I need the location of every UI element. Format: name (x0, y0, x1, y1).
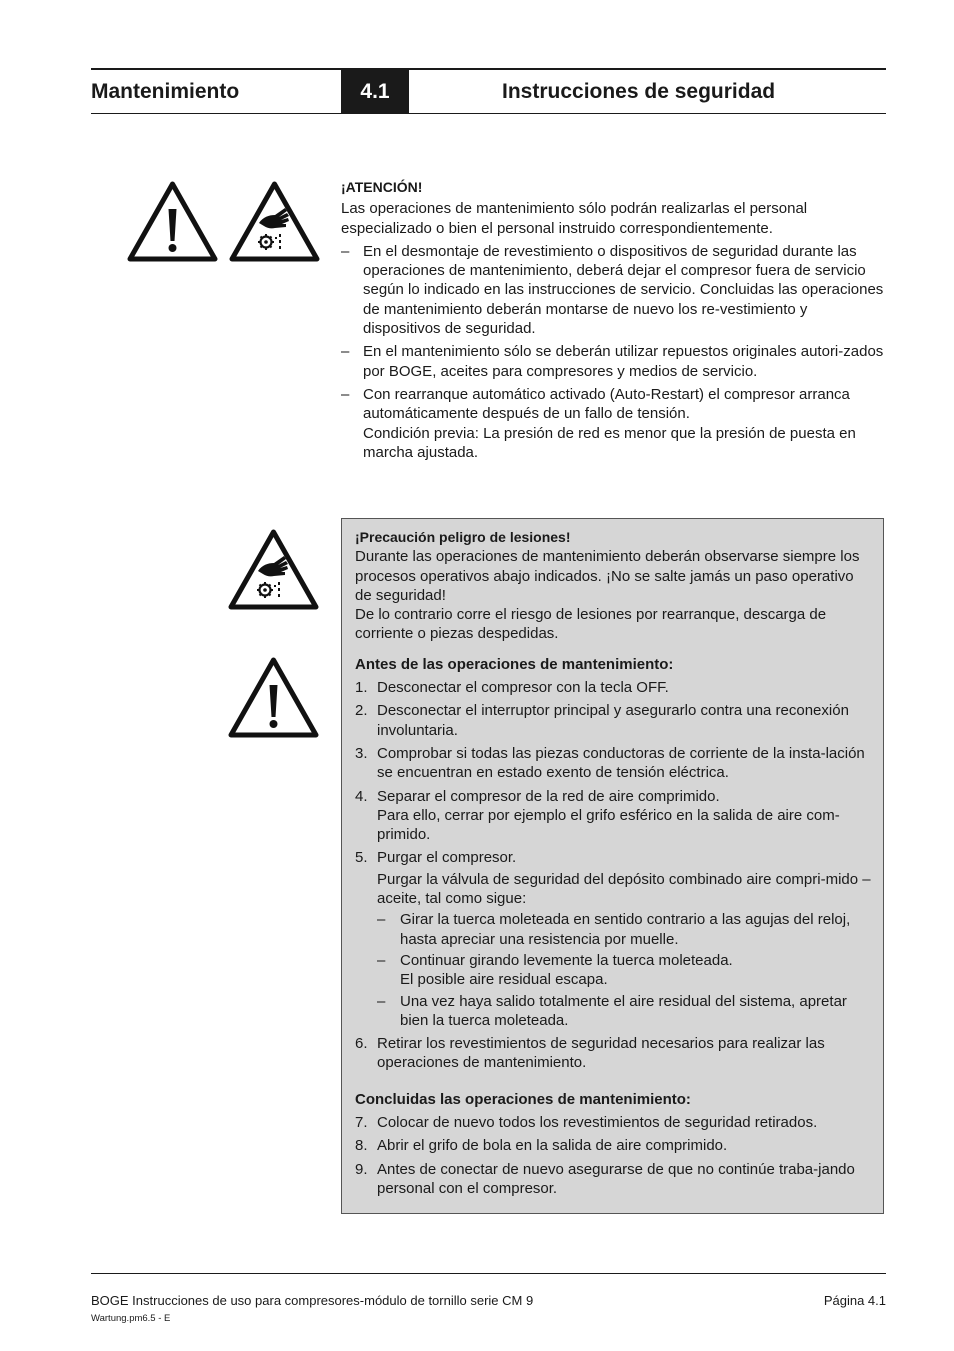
caution-intro: Durante las operaciones de mantenimiento deberán observarse siempre los procesos operativos abajo indicados. ¡No se salte jamás un paso operativo de seguridad! (355, 548, 860, 604)
hand-gear-hazard-icon (229, 181, 320, 262)
list-item (355, 787, 871, 845)
step-number: 3. (355, 744, 368, 762)
attention-list (341, 242, 889, 462)
attention-title: ¡ATENCIÓN! (341, 179, 423, 195)
step-number: 4. (355, 787, 368, 805)
page-number: Página 4.1 (823, 1293, 886, 1308)
section-number: 4.1 (341, 70, 409, 113)
list-item (355, 701, 871, 740)
step-text: Antes de conectar de nuevo asegurarse de que no continúe traba-jando personal con el compresor. (377, 1160, 855, 1197)
step-text: Comprobar si todas las piezas conductoras de corriente de la insta-lación se encuentran en estado exento de tensión eléctrica. (377, 744, 865, 782)
substep-extra: El posible aire residual escapa. (400, 971, 608, 989)
list-item (341, 342, 889, 381)
step-number: 1. (355, 679, 368, 697)
substep-text: – Una vez haya salido totalmente el aire residual del sistema, apretar bien la tuerca moleteada. (400, 992, 847, 1029)
step-text: Colocar de nuevo todos los revestimientos de seguridad retirados. (377, 1114, 818, 1132)
list-item (355, 1113, 871, 1132)
before-steps (355, 678, 871, 1073)
list-item-text: – En el mantenimiento sólo se deberán utilizar repuestos originales autori-zados por BOGE, aceites para compresores y medios de servicio. (363, 343, 884, 380)
list-item (355, 744, 871, 783)
step-extra: Para ello, cerrar por ejemplo el grifo esférico en la salida de aire com-primido. (377, 806, 840, 844)
after-heading: Concluidas las operaciones de mantenimiento: (355, 1090, 691, 1108)
step-number: 7. (355, 1114, 368, 1132)
list-item (355, 848, 871, 1030)
substep-text: – Continuar girando levemente la tuerca moleteada. (400, 951, 733, 969)
warning-triangle-icon (228, 657, 319, 738)
substep-text: – Girar la tuerca moleteada en sentido contrario a las agujas del reloj, hasta apreciar una resistencia por muelle. (400, 911, 851, 948)
caution-title: ¡Precaución peligro de lesiones! (355, 529, 571, 545)
list-item (355, 1034, 871, 1073)
caution-box (341, 518, 884, 1214)
list-item (341, 242, 889, 338)
list-item-extra: Condición previa: La presión de red es menor que la presión de puesta en marcha ajustada. (363, 424, 856, 461)
header-bottom-rule (91, 113, 886, 114)
list-item-text: – Con rearranque automático activado (Auto-Restart) el compresor arranca automáticamente después de un fallo de tensión. (363, 385, 850, 423)
step-text: Abrir el grifo de bola en la salida de aire comprimido. (377, 1137, 728, 1155)
warning-triangle-icon (127, 181, 218, 262)
list-item (377, 951, 871, 990)
after-steps (355, 1113, 871, 1198)
step-number: 8. (355, 1137, 368, 1155)
step-number: 9. (355, 1160, 368, 1178)
list-item-text: – En el desmontaje de revestimiento o dispositivos de seguridad durante las operaciones de mantenimiento, deberá dejar el compresor fuera de servicio según lo indicado en las instrucciones de servicio. Concluidas las operaciones de mantenimiento deberán montarse de nuevo los re-vestimiento y dispositivos de seguridad. (363, 242, 884, 338)
step-text: Desconectar el interruptor principal y asegurarlo contra una reconexión involuntaria. (377, 702, 849, 739)
step-text: Retirar los revestimientos de seguridad necesarios para realizar las operaciones de mantenimiento. (377, 1035, 825, 1072)
step-number: 2. (355, 702, 368, 720)
caution-intro-2: De lo contrario corre el riesgo de lesiones por rearranque, descarga de corriente o piezas despedidas. (355, 606, 827, 643)
list-item (341, 385, 889, 462)
footer-document-title: BOGE Instrucciones de uso para compresores-módulo de tornillo serie CM 9 (91, 1293, 534, 1308)
step-text: Purgar el compresor. (377, 849, 517, 867)
step-number: 6. (355, 1035, 368, 1053)
list-item (377, 992, 871, 1031)
chapter-title: Mantenimiento (91, 80, 240, 103)
before-heading: Antes de las operaciones de mantenimiento: (355, 655, 674, 673)
step-extra: Purgar la válvula de seguridad del depósito combinado aire compri-mido – aceite, tal como sigue: (377, 870, 871, 908)
step5-substeps (377, 910, 871, 1030)
hand-gear-hazard-icon (228, 529, 319, 610)
list-item (355, 678, 871, 697)
step-number: 5. (355, 849, 368, 867)
list-item (355, 1136, 871, 1155)
attention-intro: Las operaciones de mantenimiento sólo podrán realizarlas el personal especializado o bien el personal instruido correspondientemente. (341, 200, 808, 237)
attention-notice (341, 178, 889, 462)
footer-filename: Wartung.pm6.5 - E (91, 1313, 171, 1324)
footer-rule (91, 1273, 886, 1274)
list-item (355, 1160, 871, 1199)
step-text: Separar el compresor de la red de aire comprimido. (377, 787, 720, 805)
section-title: Instrucciones de seguridad (502, 80, 776, 103)
list-item (377, 910, 871, 949)
step-text: Desconectar el compresor con la tecla OFF. (377, 679, 669, 697)
